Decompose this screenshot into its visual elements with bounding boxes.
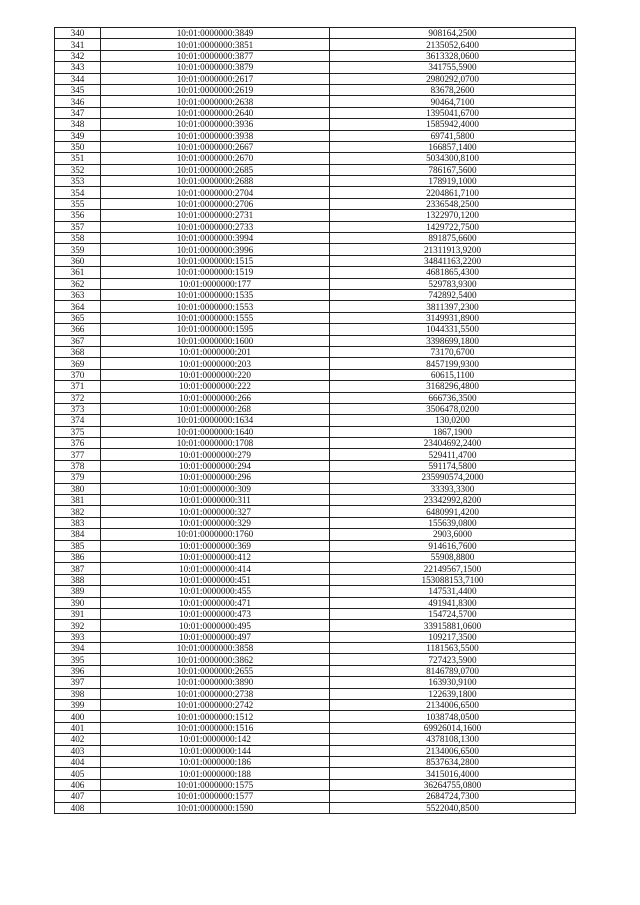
value-cell: 34841163,2200 <box>330 255 576 266</box>
row-number-cell: 368 <box>55 346 101 357</box>
cadastral-number-cell: 10:01:0000000:2704 <box>101 187 330 198</box>
row-number-cell: 404 <box>55 757 101 768</box>
value-cell: 2903,6000 <box>330 529 576 540</box>
cadastral-number-cell: 10:01:0000000:144 <box>101 745 330 756</box>
cadastral-number-cell: 10:01:0000000:2617 <box>101 73 330 84</box>
cadastral-number-cell: 10:01:0000000:2685 <box>101 164 330 175</box>
table-row <box>55 483 576 494</box>
value-cell: 122639,1800 <box>330 688 576 699</box>
row-number-cell: 361 <box>55 267 101 278</box>
cadastral-number-cell: 10:01:0000000:2638 <box>101 96 330 107</box>
value-cell: 341755,5900 <box>330 62 576 73</box>
row-number-cell: 396 <box>55 665 101 676</box>
cadastral-number-cell: 10:01:0000000:3858 <box>101 643 330 654</box>
cadastral-number-cell: 10:01:0000000:2731 <box>101 210 330 221</box>
row-number-cell: 374 <box>55 415 101 426</box>
row-number-cell: 373 <box>55 403 101 414</box>
value-cell: 891875,6600 <box>330 233 576 244</box>
value-cell: 786167,5600 <box>330 164 576 175</box>
row-number-cell: 365 <box>55 312 101 323</box>
table-row <box>55 426 576 437</box>
cadastral-number-cell: 10:01:0000000:3994 <box>101 233 330 244</box>
row-number-cell: 405 <box>55 768 101 779</box>
value-cell: 69741,5800 <box>330 130 576 141</box>
value-cell: 1044331,5500 <box>330 324 576 335</box>
row-number-cell: 386 <box>55 551 101 562</box>
row-number-cell: 379 <box>55 472 101 483</box>
cadastral-number-cell: 10:01:0000000:142 <box>101 734 330 745</box>
table-row <box>55 130 576 141</box>
value-cell: 1181563,5500 <box>330 643 576 654</box>
cadastral-number-cell: 10:01:0000000:1516 <box>101 722 330 733</box>
table-row <box>55 460 576 471</box>
table-row <box>55 312 576 323</box>
row-number-cell: 377 <box>55 449 101 460</box>
row-number-cell: 346 <box>55 96 101 107</box>
row-number-cell: 354 <box>55 187 101 198</box>
table-row <box>55 255 576 266</box>
row-number-cell: 389 <box>55 586 101 597</box>
cadastral-number-cell: 10:01:0000000:473 <box>101 608 330 619</box>
cadastral-number-cell: 10:01:0000000:497 <box>101 631 330 642</box>
table-row <box>55 96 576 107</box>
value-cell: 591174,5800 <box>330 460 576 471</box>
table-row <box>55 586 576 597</box>
value-cell: 4681865,4300 <box>330 267 576 278</box>
row-number-cell: 394 <box>55 643 101 654</box>
table-row <box>55 221 576 232</box>
row-number-cell: 343 <box>55 62 101 73</box>
value-cell: 6480991,4200 <box>330 506 576 517</box>
row-number-cell: 360 <box>55 255 101 266</box>
table-row <box>55 438 576 449</box>
table-row <box>55 107 576 118</box>
value-cell: 90464,7100 <box>330 96 576 107</box>
row-number-cell: 367 <box>55 335 101 346</box>
cadastral-number-cell: 10:01:0000000:1519 <box>101 267 330 278</box>
cadastral-number-cell: 10:01:0000000:177 <box>101 278 330 289</box>
table-row <box>55 415 576 426</box>
cadastral-number-cell: 10:01:0000000:3890 <box>101 677 330 688</box>
cadastral-number-cell: 10:01:0000000:2738 <box>101 688 330 699</box>
row-number-cell: 349 <box>55 130 101 141</box>
cadastral-number-cell: 10:01:0000000:2688 <box>101 176 330 187</box>
row-number-cell: 382 <box>55 506 101 517</box>
value-cell: 109217,3500 <box>330 631 576 642</box>
table-row <box>55 608 576 619</box>
value-cell: 3506478,0200 <box>330 403 576 414</box>
value-cell: 3415016,4000 <box>330 768 576 779</box>
table-row <box>55 563 576 574</box>
table-row <box>55 73 576 84</box>
cadastral-number-cell: 10:01:0000000:329 <box>101 517 330 528</box>
row-number-cell: 397 <box>55 677 101 688</box>
table-row <box>55 802 576 813</box>
value-cell: 73170,6700 <box>330 346 576 357</box>
cadastral-number-cell: 10:01:0000000:2667 <box>101 141 330 152</box>
value-cell: 529783,9300 <box>330 278 576 289</box>
row-number-cell: 402 <box>55 734 101 745</box>
value-cell: 235990574,2000 <box>330 472 576 483</box>
value-cell: 130,0200 <box>330 415 576 426</box>
row-number-cell: 401 <box>55 722 101 733</box>
row-number-cell: 352 <box>55 164 101 175</box>
value-cell: 1429722,7500 <box>330 221 576 232</box>
value-cell: 23404692,2400 <box>330 438 576 449</box>
table-row <box>55 779 576 790</box>
cadastral-number-cell: 10:01:0000000:1555 <box>101 312 330 323</box>
value-cell: 55908,8800 <box>330 551 576 562</box>
cadastral-number-cell: 10:01:0000000:1595 <box>101 324 330 335</box>
value-cell: 83678,2600 <box>330 84 576 95</box>
value-cell: 21311913,9200 <box>330 244 576 255</box>
row-number-cell: 364 <box>55 301 101 312</box>
row-number-cell: 345 <box>55 84 101 95</box>
row-number-cell: 366 <box>55 324 101 335</box>
value-cell: 3149931,8900 <box>330 312 576 323</box>
table-row <box>55 506 576 517</box>
cadastral-number-cell: 10:01:0000000:1575 <box>101 779 330 790</box>
table-row <box>55 403 576 414</box>
cadastral-number-cell: 10:01:0000000:309 <box>101 483 330 494</box>
value-cell: 153088153,7100 <box>330 574 576 585</box>
table-row <box>55 700 576 711</box>
table-row <box>55 757 576 768</box>
row-number-cell: 390 <box>55 597 101 608</box>
value-cell: 727423,5900 <box>330 654 576 665</box>
value-cell: 2134006,6500 <box>330 700 576 711</box>
table-row <box>55 289 576 300</box>
cadastral-number-cell: 10:01:0000000:3996 <box>101 244 330 255</box>
cadastral-number-cell: 10:01:0000000:1590 <box>101 802 330 813</box>
cadastral-number-cell: 10:01:0000000:2655 <box>101 665 330 676</box>
table-row <box>55 688 576 699</box>
cadastral-number-cell: 10:01:0000000:186 <box>101 757 330 768</box>
value-cell: 155639,0800 <box>330 517 576 528</box>
value-cell: 2204861,7100 <box>330 187 576 198</box>
cadastral-number-cell: 10:01:0000000:2706 <box>101 198 330 209</box>
row-number-cell: 348 <box>55 119 101 130</box>
table-row <box>55 381 576 392</box>
table-row <box>55 768 576 779</box>
cadastral-number-cell: 10:01:0000000:3879 <box>101 62 330 73</box>
row-number-cell: 407 <box>55 791 101 802</box>
table-row <box>55 643 576 654</box>
row-number-cell: 378 <box>55 460 101 471</box>
value-cell: 4378108,1300 <box>330 734 576 745</box>
table-row <box>55 210 576 221</box>
value-cell: 666736,3500 <box>330 392 576 403</box>
row-number-cell: 384 <box>55 529 101 540</box>
table-row <box>55 620 576 631</box>
row-number-cell: 408 <box>55 802 101 813</box>
value-cell: 163930,9100 <box>330 677 576 688</box>
value-cell: 154724,5700 <box>330 608 576 619</box>
table-row <box>55 164 576 175</box>
cadastral-number-cell: 10:01:0000000:222 <box>101 381 330 392</box>
cadastral-number-cell: 10:01:0000000:414 <box>101 563 330 574</box>
table-row <box>55 517 576 528</box>
row-number-cell: 369 <box>55 358 101 369</box>
table-row <box>55 50 576 61</box>
value-cell: 1322970,1200 <box>330 210 576 221</box>
cadastral-number-cell: 10:01:0000000:369 <box>101 540 330 551</box>
cadastral-number-cell: 10:01:0000000:294 <box>101 460 330 471</box>
cadastral-number-cell: 10:01:0000000:3936 <box>101 119 330 130</box>
cadastral-number-cell: 10:01:0000000:1515 <box>101 255 330 266</box>
cadastral-number-cell: 10:01:0000000:268 <box>101 403 330 414</box>
row-number-cell: 403 <box>55 745 101 756</box>
table-row <box>55 665 576 676</box>
cadastral-number-cell: 10:01:0000000:1535 <box>101 289 330 300</box>
table-row <box>55 574 576 585</box>
row-number-cell: 356 <box>55 210 101 221</box>
value-cell: 529411,4700 <box>330 449 576 460</box>
value-cell: 8537634,2800 <box>330 757 576 768</box>
cadastral-number-cell: 10:01:0000000:266 <box>101 392 330 403</box>
table-row <box>55 233 576 244</box>
value-cell: 2135052,6400 <box>330 39 576 50</box>
table-row <box>55 722 576 733</box>
value-cell: 1395041,6700 <box>330 107 576 118</box>
value-cell: 8457199,9300 <box>330 358 576 369</box>
table-row <box>55 392 576 403</box>
table-row <box>55 176 576 187</box>
table-row <box>55 62 576 73</box>
table-row <box>55 472 576 483</box>
table-row <box>55 495 576 506</box>
value-cell: 8146789,0700 <box>330 665 576 676</box>
table-row <box>55 267 576 278</box>
value-cell: 914616,7600 <box>330 540 576 551</box>
row-number-cell: 375 <box>55 426 101 437</box>
table-row <box>55 358 576 369</box>
table-body <box>55 28 576 814</box>
value-cell: 36264755,0800 <box>330 779 576 790</box>
cadastral-number-cell: 10:01:0000000:1512 <box>101 711 330 722</box>
value-cell: 491941,8300 <box>330 597 576 608</box>
value-cell: 908164,2500 <box>330 28 576 39</box>
cadastral-number-cell: 10:01:0000000:471 <box>101 597 330 608</box>
row-number-cell: 358 <box>55 233 101 244</box>
value-cell: 2684724,7300 <box>330 791 576 802</box>
value-cell: 22149567,1500 <box>330 563 576 574</box>
value-cell: 60615,1100 <box>330 369 576 380</box>
value-cell: 742892,5400 <box>330 289 576 300</box>
table-row <box>55 28 576 39</box>
value-cell: 166857,1400 <box>330 141 576 152</box>
value-cell: 2980292,0700 <box>330 73 576 84</box>
table-row <box>55 631 576 642</box>
cadastral-number-cell: 10:01:0000000:311 <box>101 495 330 506</box>
row-number-cell: 385 <box>55 540 101 551</box>
value-cell: 178919,1000 <box>330 176 576 187</box>
cadastral-number-cell: 10:01:0000000:1553 <box>101 301 330 312</box>
row-number-cell: 399 <box>55 700 101 711</box>
row-number-cell: 359 <box>55 244 101 255</box>
row-number-cell: 371 <box>55 381 101 392</box>
cadastral-number-cell: 10:01:0000000:455 <box>101 586 330 597</box>
table-row <box>55 529 576 540</box>
cadastral-number-cell: 10:01:0000000:3938 <box>101 130 330 141</box>
row-number-cell: 392 <box>55 620 101 631</box>
value-cell: 3398699,1800 <box>330 335 576 346</box>
table-row <box>55 540 576 551</box>
row-number-cell: 344 <box>55 73 101 84</box>
table-row <box>55 244 576 255</box>
table-row <box>55 84 576 95</box>
value-cell: 2336548,2500 <box>330 198 576 209</box>
land-parcel-table <box>54 27 576 814</box>
value-cell: 33915881,0600 <box>330 620 576 631</box>
row-number-cell: 362 <box>55 278 101 289</box>
table-row <box>55 597 576 608</box>
cadastral-number-cell: 10:01:0000000:203 <box>101 358 330 369</box>
value-cell: 1038748,0500 <box>330 711 576 722</box>
row-number-cell: 376 <box>55 438 101 449</box>
cadastral-number-cell: 10:01:0000000:1640 <box>101 426 330 437</box>
value-cell: 2134006,6500 <box>330 745 576 756</box>
table-row <box>55 187 576 198</box>
table-row <box>55 654 576 665</box>
row-number-cell: 350 <box>55 141 101 152</box>
table-row <box>55 141 576 152</box>
value-cell: 23342992,8200 <box>330 495 576 506</box>
cadastral-number-cell: 10:01:0000000:3862 <box>101 654 330 665</box>
table-row <box>55 369 576 380</box>
value-cell: 3613328,0600 <box>330 50 576 61</box>
row-number-cell: 341 <box>55 39 101 50</box>
cadastral-number-cell: 10:01:0000000:1577 <box>101 791 330 802</box>
value-cell: 5034300,8100 <box>330 153 576 164</box>
table-row <box>55 551 576 562</box>
table-row <box>55 449 576 460</box>
row-number-cell: 383 <box>55 517 101 528</box>
table-row <box>55 711 576 722</box>
table-row <box>55 278 576 289</box>
value-cell: 1585942,4000 <box>330 119 576 130</box>
table-row <box>55 677 576 688</box>
row-number-cell: 342 <box>55 50 101 61</box>
value-cell: 3168296,4800 <box>330 381 576 392</box>
row-number-cell: 388 <box>55 574 101 585</box>
cadastral-number-cell: 10:01:0000000:2619 <box>101 84 330 95</box>
cadastral-number-cell: 10:01:0000000:1600 <box>101 335 330 346</box>
table-row <box>55 301 576 312</box>
table-row <box>55 198 576 209</box>
cadastral-number-cell: 10:01:0000000:495 <box>101 620 330 631</box>
cadastral-number-cell: 10:01:0000000:2670 <box>101 153 330 164</box>
table-row <box>55 324 576 335</box>
row-number-cell: 351 <box>55 153 101 164</box>
table-row <box>55 335 576 346</box>
row-number-cell: 393 <box>55 631 101 642</box>
row-number-cell: 353 <box>55 176 101 187</box>
row-number-cell: 395 <box>55 654 101 665</box>
value-cell: 69926014,1600 <box>330 722 576 733</box>
row-number-cell: 357 <box>55 221 101 232</box>
value-cell: 5522040,8500 <box>330 802 576 813</box>
cadastral-number-cell: 10:01:0000000:201 <box>101 346 330 357</box>
cadastral-number-cell: 10:01:0000000:2640 <box>101 107 330 118</box>
cadastral-number-cell: 10:01:0000000:220 <box>101 369 330 380</box>
cadastral-number-cell: 10:01:0000000:1708 <box>101 438 330 449</box>
table-row <box>55 346 576 357</box>
row-number-cell: 370 <box>55 369 101 380</box>
row-number-cell: 387 <box>55 563 101 574</box>
cadastral-number-cell: 10:01:0000000:327 <box>101 506 330 517</box>
row-number-cell: 398 <box>55 688 101 699</box>
row-number-cell: 406 <box>55 779 101 790</box>
cadastral-number-cell: 10:01:0000000:296 <box>101 472 330 483</box>
row-number-cell: 391 <box>55 608 101 619</box>
row-number-cell: 355 <box>55 198 101 209</box>
row-number-cell: 372 <box>55 392 101 403</box>
cadastral-number-cell: 10:01:0000000:412 <box>101 551 330 562</box>
value-cell: 147531,4400 <box>330 586 576 597</box>
row-number-cell: 347 <box>55 107 101 118</box>
row-number-cell: 400 <box>55 711 101 722</box>
table-row <box>55 119 576 130</box>
cadastral-number-cell: 10:01:0000000:2733 <box>101 221 330 232</box>
cadastral-number-cell: 10:01:0000000:2742 <box>101 700 330 711</box>
cadastral-number-cell: 10:01:0000000:3877 <box>101 50 330 61</box>
cadastral-number-cell: 10:01:0000000:1634 <box>101 415 330 426</box>
cadastral-number-cell: 10:01:0000000:3851 <box>101 39 330 50</box>
table-row <box>55 39 576 50</box>
table-row <box>55 745 576 756</box>
table-row <box>55 153 576 164</box>
row-number-cell: 380 <box>55 483 101 494</box>
table-row <box>55 791 576 802</box>
cadastral-number-cell: 10:01:0000000:188 <box>101 768 330 779</box>
value-cell: 33393,3300 <box>330 483 576 494</box>
value-cell: 3811397,2300 <box>330 301 576 312</box>
cadastral-number-cell: 10:01:0000000:279 <box>101 449 330 460</box>
value-cell: 1867,1900 <box>330 426 576 437</box>
cadastral-number-cell: 10:01:0000000:3849 <box>101 28 330 39</box>
table-row <box>55 734 576 745</box>
row-number-cell: 363 <box>55 289 101 300</box>
row-number-cell: 381 <box>55 495 101 506</box>
cadastral-number-cell: 10:01:0000000:1760 <box>101 529 330 540</box>
cadastral-number-cell: 10:01:0000000:451 <box>101 574 330 585</box>
row-number-cell: 340 <box>55 28 101 39</box>
